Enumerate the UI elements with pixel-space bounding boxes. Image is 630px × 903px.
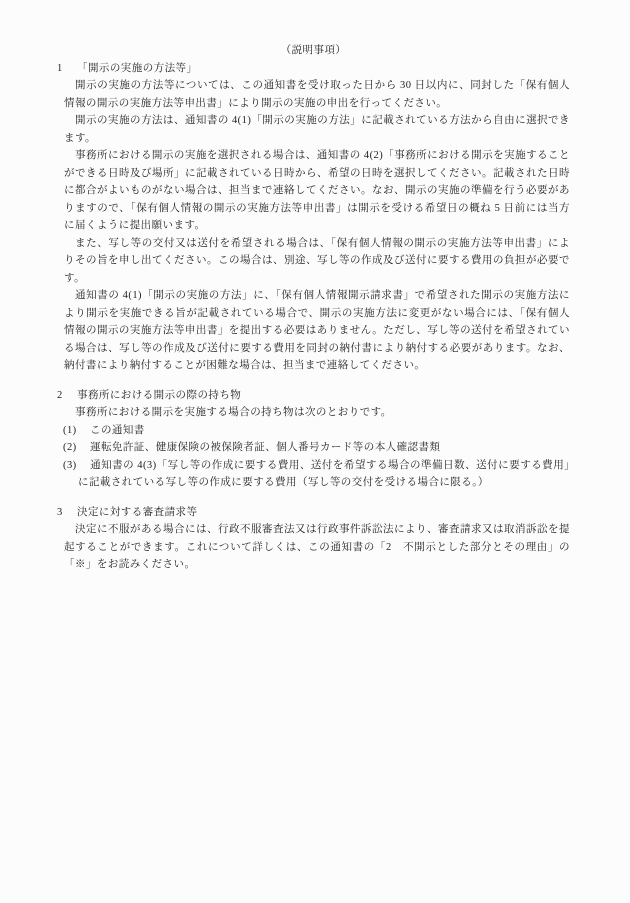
section-number: 3 [57, 506, 63, 518]
section-heading-text: 事務所における開示の際の持ち物 [77, 389, 242, 401]
list-item-text: 通知書の 4(3)「写し等の作成に要する費用、送付を希望する場合の準備日数、送付に要する費用」に記載されている写し等の作成に要する費用（写し等の交付を受ける場合に限る。） [78, 459, 570, 488]
section-number: 2 [57, 389, 63, 401]
section-heading [57, 504, 570, 522]
paragraph: 決定に不服がある場合には、行政不服審査法又は行政事件訴訟法により、審査請求又は取消訴訟を提起することができます。これについて詳しくは、この通知書の「2 不開示とした部分とその理由」の「※」をお読みください。 [64, 524, 570, 570]
paragraph: 通知書の 4(1)「開示の実施の方法」に、「保有個人情報開示請求書」で希望された開示の実施方法により開示を実施できる旨が記載されている場合で、開示の実施方法に変更がない場合には、「保有個人情報の開示の実施方法等申出書」を提出する必要はありません。ただし、写し等の送付を希望されている場合は、写し等の作成及び送付に要する費用を同封の納付書により納付する必要があります。なお、納付書により納付することが困難な場合は、担当まで連絡してください。 [64, 290, 570, 371]
paragraph: 事務所における開示を実施する場合の持ち物は次のとおりです。 [75, 407, 392, 418]
section-heading [57, 387, 570, 405]
list-item-number: (2) [63, 442, 77, 453]
document-title: （説明事項） [280, 45, 347, 56]
section-heading-text: 決定に対する審査請求等 [77, 506, 198, 518]
list-item [63, 457, 570, 492]
list-item-number: (1) [63, 424, 77, 436]
list-item-text: 運転免許証、健康保険の被保険者証、個人番号カード等の本人確認書類 [90, 442, 441, 453]
list-item [63, 439, 570, 457]
paragraph: 開示の実施の方法は、通知書の 4(1)「開示の実施の方法」に記載されている方法から自由に選択できます。 [64, 115, 570, 144]
numbered-list [57, 422, 570, 492]
section-heading-text: 「開示の実施の方法等」 [77, 62, 198, 74]
section-appeal [57, 504, 570, 574]
section-number: 1 [57, 62, 63, 74]
paragraph: また、写し等の交付又は送付を希望される場合は、「保有個人情報の開示の実施方法等申出書」によりその旨を申し出てください。この場合は、別途、写し等の作成及び送付に要する費用の負担が必要です。 [64, 237, 570, 284]
list-item-number: (3) [63, 459, 77, 471]
section-disclosure-method [57, 60, 570, 375]
list-item-text: この通知書 [90, 424, 145, 436]
paragraph: 事務所における開示の実施を選択される場合は、通知書の 4(2)「事務所における開示を実施することができる日時及び場所」に記載されている日時から、希望の日時を選択してください。記載された日時に都合がよいものがない場合は、担当まで連絡してください。なお、開示の実施の準備を行う必要がありますので、「保有個人情報の開示の実施方法等申出書」は開示を受ける希望日の概ね 5 日前には当方に届くように提出願います。 [64, 150, 570, 231]
section-heading [57, 60, 570, 78]
list-item [63, 422, 570, 440]
section-items-to-bring [57, 387, 570, 492]
paragraph: 開示の実施の方法等については、この通知書を受け取った日から 30 日以内に、同封した「保有個人情報の開示の実施方法等申出書」により開示の実施の申出を行ってください。 [64, 80, 570, 109]
